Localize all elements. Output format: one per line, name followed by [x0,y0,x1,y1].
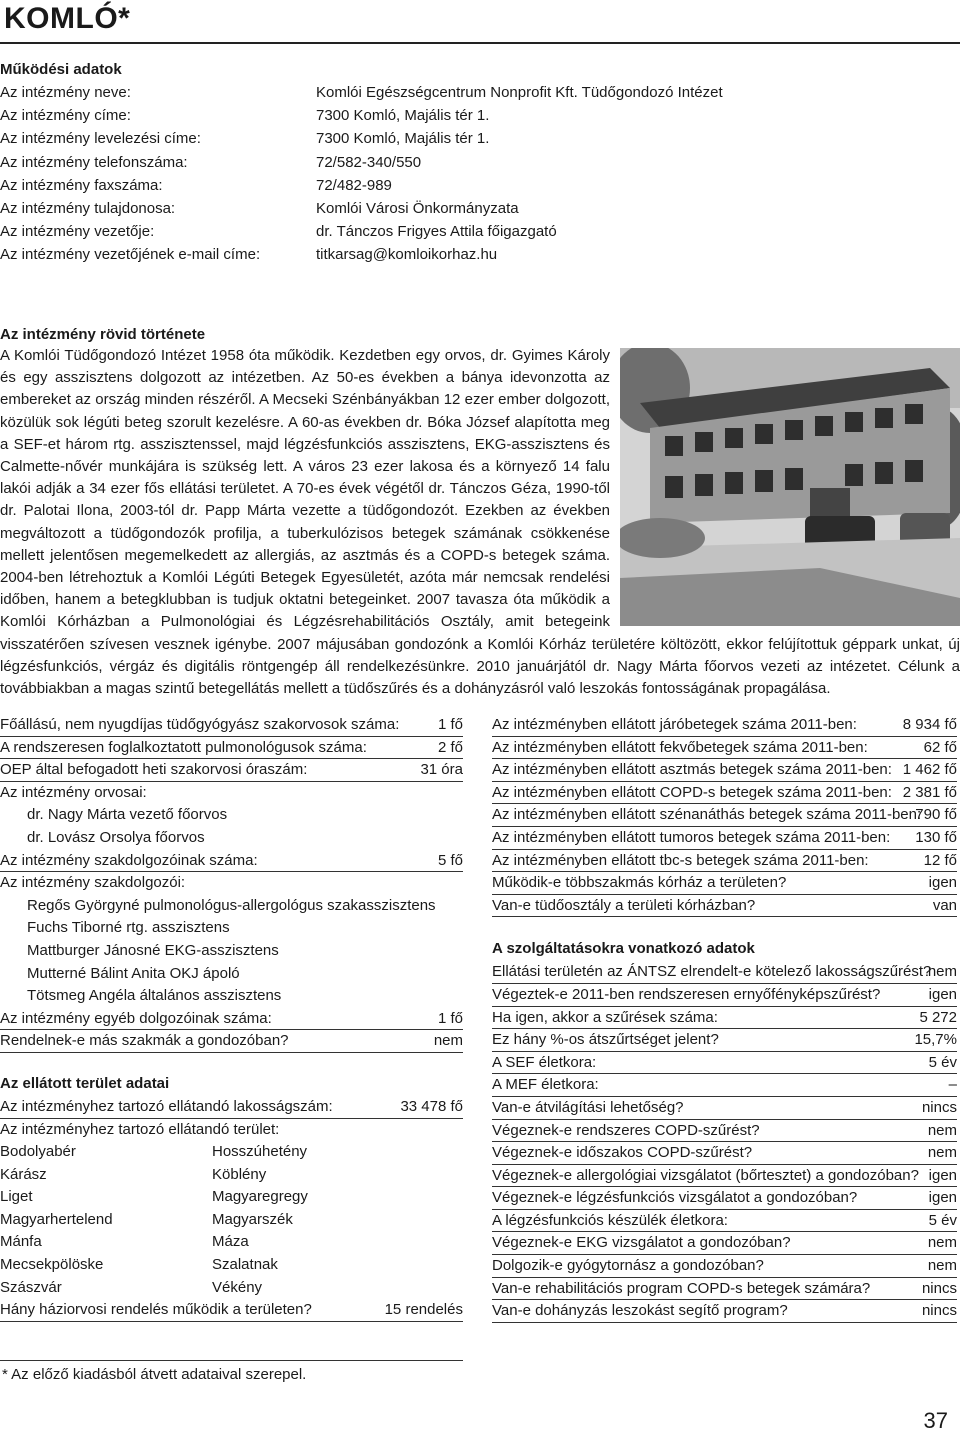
info-value: dr. Tánczos Frigyes Attila főigazgató [316,223,557,241]
service-row-value: igen [928,985,957,1003]
specialist-item-text: Mattburger Jánosné EKG-asszisztens [27,941,279,959]
service-row-value: 5 272 [919,1008,957,1026]
staff-row-value: 31 óra [420,761,463,779]
info-row [0,223,960,245]
other-staff-row-label: Az intézmény egyéb dolgozóinak száma: [0,1009,272,1027]
service-row [492,1232,957,1255]
settlement-name: Liget [0,1188,33,1206]
service-row [492,1165,957,1188]
service-row-value: igen [928,1166,957,1184]
service-row [492,1052,957,1075]
info-row [0,246,960,268]
service-row [492,961,957,984]
other-staff [0,1008,463,1053]
service-row-value: – [948,1076,957,1094]
history-heading: Az intézmény rövid története [0,326,206,343]
service-row-label: Végeznek-e időszakos COPD-szűrést? [492,1144,753,1162]
staff-row [0,759,463,782]
info-value: 72/482-989 [316,176,392,194]
staff-row-value: 2 fő [437,738,463,756]
patient-stat-row-value: 130 fő [915,828,957,846]
patient-stat-row-value: van [932,896,957,914]
staff-row-label: OEP által befogadott heti szakorvosi óraszám: [0,761,308,779]
history-text: A Komlói Tüdőgondozó Intézet 1958 óta működik. Kezdetben egy orvos, dr. Gyimes Károly és egy asszisztens dolgozott az intézetben. Az 50-es években a bánya idevonzotta az embereket az ország minden részéről. A Mecseki Szénbányákban 12 ezer ember dolgozott, közülük sok légúti beteg szorult kezelésre. A 60-as években dr. Bóka József alapította meg a SEF-et három rtg. asszisztenssel, majd légzésfunkciós asszisztens, EKG-asszisztens és Calmette-nővér munkájára is szükség lett. A város 23 ezer lakosa és a környező 14 falu lakói adják a 34 ezer fős ellátási területet. A 70-es évek végétől dr. Tánczos Géza, 1990-től dr. Palotai Ilona, 2003-tól dr. Papp Márta vezette a tüdőgondozót. Ezekben az években megváltozott a tüdőgondozók profilja, a tuberkulózisos betegek számának csökkenése mellett jelentősen megemelkedett az allergiás, az asztmás és a COPD-s betegek száma. 2004-ben létrehoztuk a Komlói Légúti Betegek Egyesületét, azóta már nemcsak rendelési időben, hanem a betegklubban is tudjuk oktatni betegeinket. 2007 tavasza óta működik a Komlói Kórházban a Pulmonológiai és Légzésrehabilitációs Osztály, amit betegeink visszatérően szívesen vesznek igénybe. 2007 májusában gondozónk a Komlói Kórház területére költözött, ekkor felújítottuk géppark unkat, új légzésfunkciós, vérgáz és digitális röntgengép áll rendelkezésünkre. 2010 januárjától dr. Nagy Márta főorvos vezeti az intézetet. Célunk a továbbiakban a magas szintű betegellátás mellett a tüdőszűrés és a dohányzásról való leszokás fontosságának propagálása. [0,347,960,698]
patient-stat-row-label: Működik-e többszakmás kórház a területen? [492,874,787,892]
info-label: Az intézmény levelezési címe: [0,130,201,148]
footnote: * Az előző kiadásból átvett adataival szerepel. [2,1366,307,1383]
building-photo [620,348,960,626]
settlement-name: Magyarszék [212,1210,293,1228]
service-row-label: Ellátási területén az ÁNTSZ elrendelt-e kötelező lakosságszűrést? [492,963,932,981]
service-row-label: A SEF életkora: [492,1053,597,1071]
settlement-row [0,1209,463,1232]
staff-row-value: 1 fő [437,716,463,733]
settlement-name: Vékény [212,1278,263,1296]
doctor-item-text: dr. Lovász Orsolya főorvos [27,828,205,846]
patient-stat-row-value: igen [928,874,957,892]
service-row-label: Végeznek-e allergológiai vizsgálatot (bőrtesztet) a gondozóban? [492,1166,919,1184]
service-row-label: Dolgozik-e gyógytornász a gondozóban? [492,1257,764,1275]
settlement-name: Mecsekpölöske [0,1256,104,1274]
info-label: Az intézmény tulajdonosa: [0,200,176,217]
service-row [492,1255,957,1278]
service-row-value: igen [928,1189,957,1207]
patient-stat-row-label: Az intézményben ellátott tbc-s betegek száma 2011-ben: [492,851,869,869]
gp-practices-row: Hány háziorvosi rendelés működik a területen? 15 rendelés [0,1299,463,1322]
settlements-label-row: Az intézményhez tartozó ellátandó terület: [0,1120,280,1138]
settlement-name: Magyarhertelend [0,1210,113,1228]
service-row-value: nem [927,1144,957,1162]
info-label: Az intézmény vezetője: [0,223,155,241]
info-row [0,177,960,199]
service-row-value: nem [927,963,957,981]
settlement-name: Máza [212,1233,249,1251]
patient-stat-row-value: 1 462 fő [902,761,957,779]
service-row-value: nem [927,1234,957,1252]
service-row-value: 15,7% [914,1031,957,1049]
patient-stat-row-value: 12 fő [923,851,957,869]
specialist-item [0,940,463,963]
service-row-label: Végeztek-e 2011-ben rendszeresen ernyőfényképszűrést? [492,985,881,1003]
right-column [492,714,957,1323]
other-staff-row [0,1008,463,1031]
patient-stat-row [492,714,957,737]
area-heading: Az ellátott terület adatai [0,1074,170,1092]
info-value: titkarsag@komloikorhaz.hu [316,246,498,264]
service-row-value: nincs [921,1098,957,1116]
patient-stat-row-label: Az intézményben ellátott asztmás betegek száma 2011-ben: [492,761,892,779]
staff-row-label: A rendszeresen foglalkoztatott pulmonológusok száma: [0,738,367,756]
patient-stat-row [492,804,957,827]
services-heading-row [492,937,957,961]
patient-stat-row-value: 8 934 fő [902,716,957,733]
patient-stat-row [492,782,957,805]
service-row [492,1120,957,1143]
service-row [492,1300,957,1323]
page-title: KOMLÓ* [4,2,131,35]
history-section [0,345,960,700]
other-staff-row-value: nem [433,1032,463,1050]
specialist-item [0,963,463,986]
staff-row [0,737,463,760]
patient-stat-row [492,872,957,895]
staff-counts [0,714,463,782]
info-row [0,200,960,222]
doctor-item [0,804,463,827]
settlement-name: Bodolyabér [0,1143,76,1161]
info-row [0,84,960,106]
settlement-name: Kárász [0,1165,47,1183]
service-row-value: 5 év [928,1053,957,1071]
patient-stat-row-value: 2 381 fő [902,783,957,801]
info-row [0,107,960,129]
specialist-item [0,895,463,918]
info-row [0,130,960,152]
service-row [492,1074,957,1097]
info-label: Az intézmény vezetőjének e-mail címe: [0,246,261,264]
info-label: Az intézmény címe: [0,107,131,125]
services-list [492,961,957,1323]
service-row [492,1278,957,1301]
info-value: 7300 Komló, Majális tér 1. [316,107,490,125]
patient-stats [492,714,957,917]
patient-stat-row-value: 790 fő [915,806,957,824]
doctor-item-text: dr. Nagy Márta vezető főorvos [27,806,228,824]
service-row-label: Ez hány %-os átszűrtséget jelent? [492,1031,719,1049]
service-row-label: A MEF életkora: [492,1076,599,1094]
service-row-value: nem [927,1257,957,1275]
info-value: 72/582-340/550 [316,153,422,171]
other-staff-row-label: Rendelnek-e más szakmák a gondozóban? [0,1032,289,1050]
info-label: Az intézmény neve: [0,84,131,101]
specialist-item [0,917,463,940]
patient-stat-row [492,759,957,782]
service-row-value: nem [927,1121,957,1139]
service-row-value: 5 év [928,1211,957,1229]
settlement-row [0,1277,463,1300]
info-value: 7300 Komló, Majális tér 1. [316,130,490,148]
patient-stat-row [492,827,957,850]
settlements-list [0,1141,463,1299]
settlement-row [0,1164,463,1187]
specialist-count-row: Az intézmény szakdolgozóinak száma: 5 fő [0,850,463,873]
patient-stat-row-label: Az intézményben ellátott COPD-s betegek száma 2011-ben: [492,783,892,801]
settlement-row [0,1231,463,1254]
service-row [492,1187,957,1210]
service-row-label: A légzésfunkciós készülék életkora: [492,1211,728,1229]
info-label: Az intézmény faxszáma: [0,176,163,194]
patient-stat-row-value: 62 fő [923,738,957,756]
specialists-label-row: Az intézmény szakdolgozói: [0,874,186,892]
service-row-label: Végeznek-e EKG vizsgálatot a gondozóban? [492,1234,791,1252]
service-row-label: Van-e dohányzás leszokást segítő program? [492,1302,788,1320]
area-heading-row [0,1072,463,1096]
specialist-item-text: Mutterné Bálint Anita OKJ ápoló [27,964,240,982]
patient-stat-row [492,895,957,918]
patient-stat-row-label: Az intézményben ellátott járóbetegek száma 2011-ben: [492,716,857,733]
settlement-row [0,1141,463,1164]
service-row [492,1210,957,1233]
patient-stat-row [492,850,957,873]
specialist-item-text: Tötsmeg Angéla általános asszisztens [27,987,282,1005]
service-row-label: Végeznek-e rendszeres COPD-szűrést? [492,1121,760,1139]
left-column [0,714,463,1322]
staff-row-label: Főállású, nem nyugdíjas tüdőgyógyász szakorvosok száma: [0,716,400,733]
page-number: 37 [923,1408,948,1433]
other-staff-row-value: 1 fő [437,1009,463,1027]
specialists-list [0,895,463,1008]
patient-stat-row-label: Az intézményben ellátott fekvőbetegek száma 2011-ben: [492,738,868,756]
patient-stat-row [492,737,957,760]
specialist-item-text: Regős Györgyné pulmonológus-allergológus szakasszisztens [27,896,436,914]
service-row [492,1029,957,1052]
population-row: Az intézményhez tartozó ellátandó lakosságszám: 33 478 fő [0,1096,463,1119]
staff-row [0,714,463,737]
service-row-label: Végeznek-e légzésfunkciós vizsgálatot a gondozóban? [492,1189,858,1207]
other-staff-row [0,1030,463,1053]
settlement-name: Köblény [212,1165,267,1183]
doctors-label-row: Az intézmény orvosai: [0,783,147,801]
patient-stat-row-label: Van-e tüdőosztály a területi kórházban? [492,896,756,914]
specialist-item-text: Fuchs Tiborné rtg. asszisztens [27,919,230,937]
service-row-label: Ha igen, akkor a szűrések száma: [492,1008,718,1026]
title-rule [0,42,960,44]
info-value: Komlói Városi Önkormányzata [316,200,519,217]
settlement-name: Szalatnak [212,1256,278,1274]
patient-stat-row-label: Az intézményben ellátott tumoros betegek száma 2011-ben: [492,828,891,846]
doctors-list [0,804,463,849]
settlement-row [0,1186,463,1209]
service-row-label: Van-e átvilágítási lehetőség? [492,1098,684,1116]
service-row [492,1097,957,1120]
settlement-name: Hosszúhetény [212,1143,308,1161]
info-value: Komlói Egészségcentrum Nonprofit Kft. Tüdőgondozó Intézet [316,84,723,101]
services-heading: A szolgáltatásokra vonatkozó adatok [492,940,755,958]
doctor-item [0,827,463,850]
info-row [0,154,960,176]
operational-heading: Működési adatok [0,61,122,78]
footnote-rule [0,1360,463,1361]
service-row-value: nincs [921,1302,957,1320]
info-label: Az intézmény telefonszáma: [0,153,188,171]
settlement-name: Mánfa [0,1233,42,1251]
settlement-name: Magyaregregy [212,1188,308,1206]
service-row-label: Van-e rehabilitációs program COPD-s betegek számára? [492,1279,871,1297]
specialist-item [0,985,463,1008]
service-row [492,984,957,1007]
settlement-row [0,1254,463,1277]
patient-stat-row-label: Az intézményben ellátott szénanáthás betegek száma 2011-ben: [492,806,922,824]
service-row [492,1142,957,1165]
service-row-value: nincs [921,1279,957,1297]
settlement-name: Szászvár [0,1278,62,1296]
service-row [492,1007,957,1030]
